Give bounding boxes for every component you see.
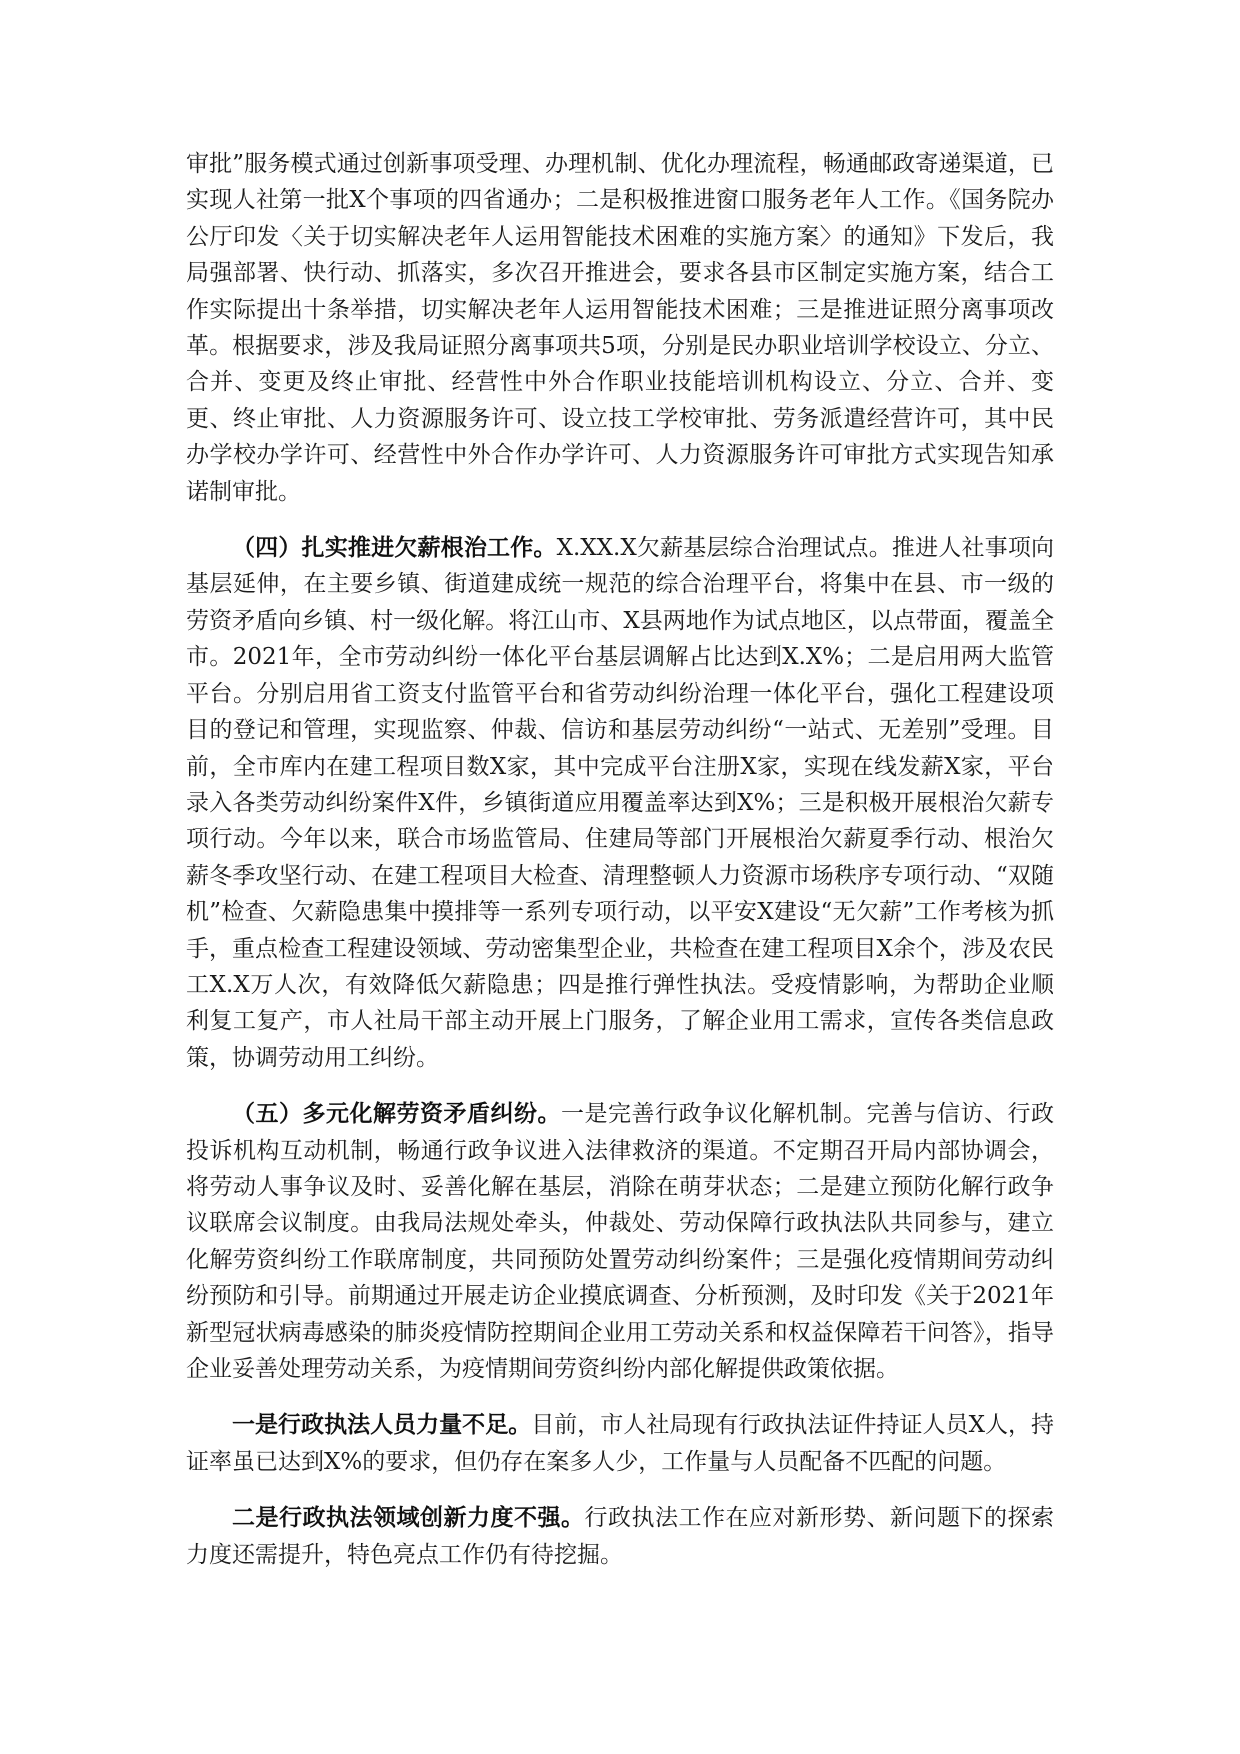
paragraph-labor-disputes bbox=[186, 1096, 1054, 1387]
document-page bbox=[186, 146, 1054, 1573]
paragraph-problem-innovation bbox=[186, 1500, 1054, 1573]
paragraph-text: X.XX.X欠薪基层综合治理试点。推进人社事项向基层延伸，在主要乡镇、街道建成统一规范的综合治理平台，将集中在县、市一级的劳资矛盾向乡镇、村一级化解。将江山市、X县两地作为试点地区，以点带面，覆盖全市。2021年，全市劳动纠纷一体化平台基层调解占比达到X.X%；二是启用两大监管平台。分别启用省工资支付监管平台和省劳动纠纷治理一体化平台，强化工程建设项目的登记和管理，实现监察、仲裁、信访和基层劳动纠纷“一站式、无差别”受理。目前，全市库内在建工程项目数X家，其中完成平台注册X家，实现在线发薪X家，平台录入各类劳动纠纷案件X件，乡镇街道应用覆盖率达到X%；三是积极开展根治欠薪专项行动。今年以来，联合市场监管局、住建局等部门开展根治欠薪夏季行动、根治欠薪冬季攻坚行动、在建工程项目大检查、清理整顿人力资源市场秩序专项行动、“双随机”检查、欠薪隐患集中摸排等一系列专项行动，以平安X建设“无欠薪”工作考核为抓手，重点检查工程建设领域、劳动密集型企业，共检查在建工程项目X余个，涉及农民工X.X万人次，有效降低欠薪隐患；四是推行弹性执法。受疫情影响，为帮助企业顺利复工复产，市人社局干部主动开展上门服务，了解企业用工需求，宣传各类信息政策，协调劳动用工纠纷。 bbox=[186, 535, 1055, 1071]
paragraph-text: 行政执法工作在应对新形势、新问题下的探索力度还需提升，特色亮点工作仍有待挖掘。 bbox=[186, 1505, 1054, 1568]
paragraph-text: 一是完善行政争议化解机制。完善与信访、行政投诉机构互动机制，畅通行政争议进入法律救济的渠道。不定期召开局内部协调会，将劳动人事争议及时、妥善化解在基层，消除在萌芽状态；二是建立预防化解行政争议联席会议制度。由我局法规处牵头，仲裁处、劳动保障行政执法队共同参与，建立化解劳资纠纷工作联席制度，共同预防处置劳动纠纷案件；三是强化疫情期间劳动纠纷预防和引导。前期通过开展走访企业摸底调查、分析预测，及时印发《关于2021年新型冠状病毒感染的肺炎疫情防控期间企业用工劳动关系和权益保障若干问答》，指导企业妥善处理劳动关系，为疫情期间劳资纠纷内部化解提供政策依据。 bbox=[186, 1101, 1054, 1382]
paragraph-service-reform bbox=[186, 146, 1054, 510]
paragraph-lead: 二是行政执法领域创新力度不强。 bbox=[232, 1505, 585, 1532]
paragraph-text: 目前，市人社局现有行政执法证件持证人员X人，持证率虽已达到X%的要求，但仍存在案多人少，工作量与人员配备不匹配的问题。 bbox=[186, 1412, 1055, 1475]
paragraph-problem-staffing bbox=[186, 1407, 1054, 1480]
paragraph-text: 审批”服务模式通过创新事项受理、办理机制、优化办理流程，畅通邮政寄递渠道，已实现人社第一批X个事项的四省通办；二是积极推进窗口服务老年人工作。《国务院办公厅印发〈关于切实解决老年人运用智能技术困难的实施方案〉的通知》下发后，我局强部署、快行动、抓落实，多次召开推进会，要求各县市区制定实施方案，结合工作实际提出十条举措，切实解决老年人运用智能技术困难；三是推进证照分离事项改革。根据要求，涉及我局证照分离事项共5项，分别是民办职业培训学校设立、分立、合并、变更及终止审批、经营性中外合作职业技能培训机构设立、分立、合并、变更、终止审批、人力资源服务许可、设立技工学校审批、劳务派遣经营许可，其中民办学校办学许可、经营性中外合作办学许可、人力资源服务许可审批方式实现告知承诺制审批。 bbox=[186, 151, 1054, 505]
paragraph-lead: 一是行政执法人员力量不足。 bbox=[232, 1412, 532, 1439]
paragraph-lead: （四）扎实推进欠薪根治工作。 bbox=[232, 535, 557, 562]
paragraph-wage-arrears bbox=[186, 530, 1054, 1076]
paragraph-lead: （五）多元化解劳资矛盾纠纷。 bbox=[232, 1101, 561, 1128]
